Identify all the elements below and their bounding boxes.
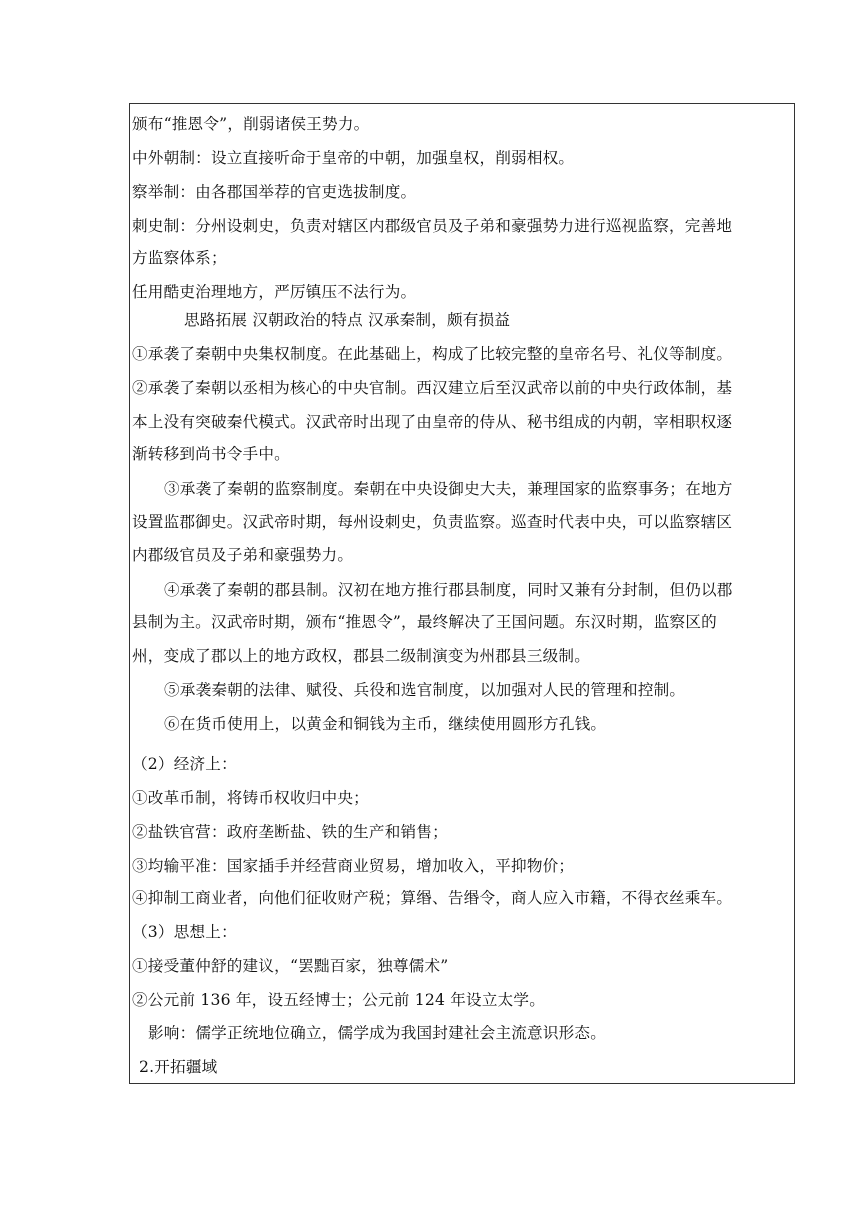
text-line-21: ①改革币制，将铸币权收归中央；	[132, 789, 369, 807]
text-line-11: 渐转移到尚书令手中。	[132, 445, 290, 463]
text-line-1: 颁布“推恩令”，削弱诸侯王势力。	[132, 115, 370, 133]
text-line-12: ③承袭了秦朝的监察制度。秦朝在中央设御史大夫，兼理国家的监察事务；在地方	[164, 480, 733, 498]
text-line-22: ②盐铁官营：政府垄断盐、铁的生产和销售；	[132, 823, 448, 841]
text-line-27: ②公元前 136 年，设五经博士；公元前 124 年设立太学。	[132, 991, 546, 1009]
text-line-17: 州，变成了郡以上的地方政权，郡县二级制演变为州郡县三级制。	[132, 647, 591, 665]
text-line-28: 影响：儒学正统地位确立，儒学成为我国封建社会主流意识形态。	[148, 1024, 607, 1042]
text-line-16: 县制为主。汉武帝时期，颁布“推恩令”，最终解决了王国问题。东汉时期，监察区的	[132, 613, 717, 631]
text-line-20: （2）经济上：	[132, 755, 237, 773]
text-line-5: 方监察体系；	[132, 249, 227, 267]
text-line-4: 刺史制：分州设刺史，负责对辖区内郡级官员及子弟和豪强势力进行巡视监察，完善地	[132, 217, 733, 235]
text-line-8: ①承袭了秦朝中央集权制度。在此基础上，构成了比较完整的皇帝名号、礼仪等制度。	[132, 345, 733, 363]
text-line-7: 思路拓展 汉朝政治的特点 汉承秦制，颇有损益	[184, 311, 511, 329]
section-heading: 2.开拓疆域	[139, 1058, 218, 1076]
text-line-3: 察举制：由各郡国举荐的官吏选拔制度。	[132, 183, 417, 201]
text-line-18: ⑤承袭秦朝的法律、赋役、兵役和选官制度，以加强对人民的管理和控制。	[164, 681, 686, 699]
text-line-25: （3）思想上：	[132, 923, 237, 941]
text-line-2: 中外朝制：设立直接听命于皇帝的中朝，加强皇权，削弱相权。	[132, 149, 575, 167]
text-line-15: ④承袭了秦朝的郡县制。汉初在地方推行郡县制度，同时又兼有分封制，但仍以郡	[164, 581, 733, 599]
text-line-10: 本上没有突破秦代模式。汉武帝时出现了由皇帝的侍从、秘书组成的内朝，宰相职权逐	[132, 413, 733, 431]
text-line-23: ③均输平准：国家插手并经营商业贸易，增加收入，平抑物价；	[132, 857, 575, 875]
text-line-6: 任用酷吏治理地方，严厉镇压不法行为。	[132, 283, 417, 301]
text-line-9: ②承袭了秦朝以丞相为核心的中央官制。西汉建立后至汉武帝以前的中央行政体制，基	[132, 379, 733, 397]
text-line-14: 内郡级官员及子弟和豪强势力。	[132, 546, 354, 564]
text-line-24: ④抑制工商业者，向他们征收财产税；算缗、告缗令，商人应入市籍，不得衣丝乘车。	[132, 889, 733, 907]
text-line-13: 设置监郡御史。汉武帝时期，每州设刺史，负责监察。巡查时代表中央，可以监察辖区	[132, 513, 733, 531]
content-table-cell	[129, 103, 795, 1084]
text-line-26: ①接受董仲舒的建议，“罢黜百家，独尊儒术”	[132, 957, 449, 975]
text-line-19: ⑥在货币使用上，以黄金和铜钱为主币，继续使用圆形方孔钱。	[164, 715, 607, 733]
